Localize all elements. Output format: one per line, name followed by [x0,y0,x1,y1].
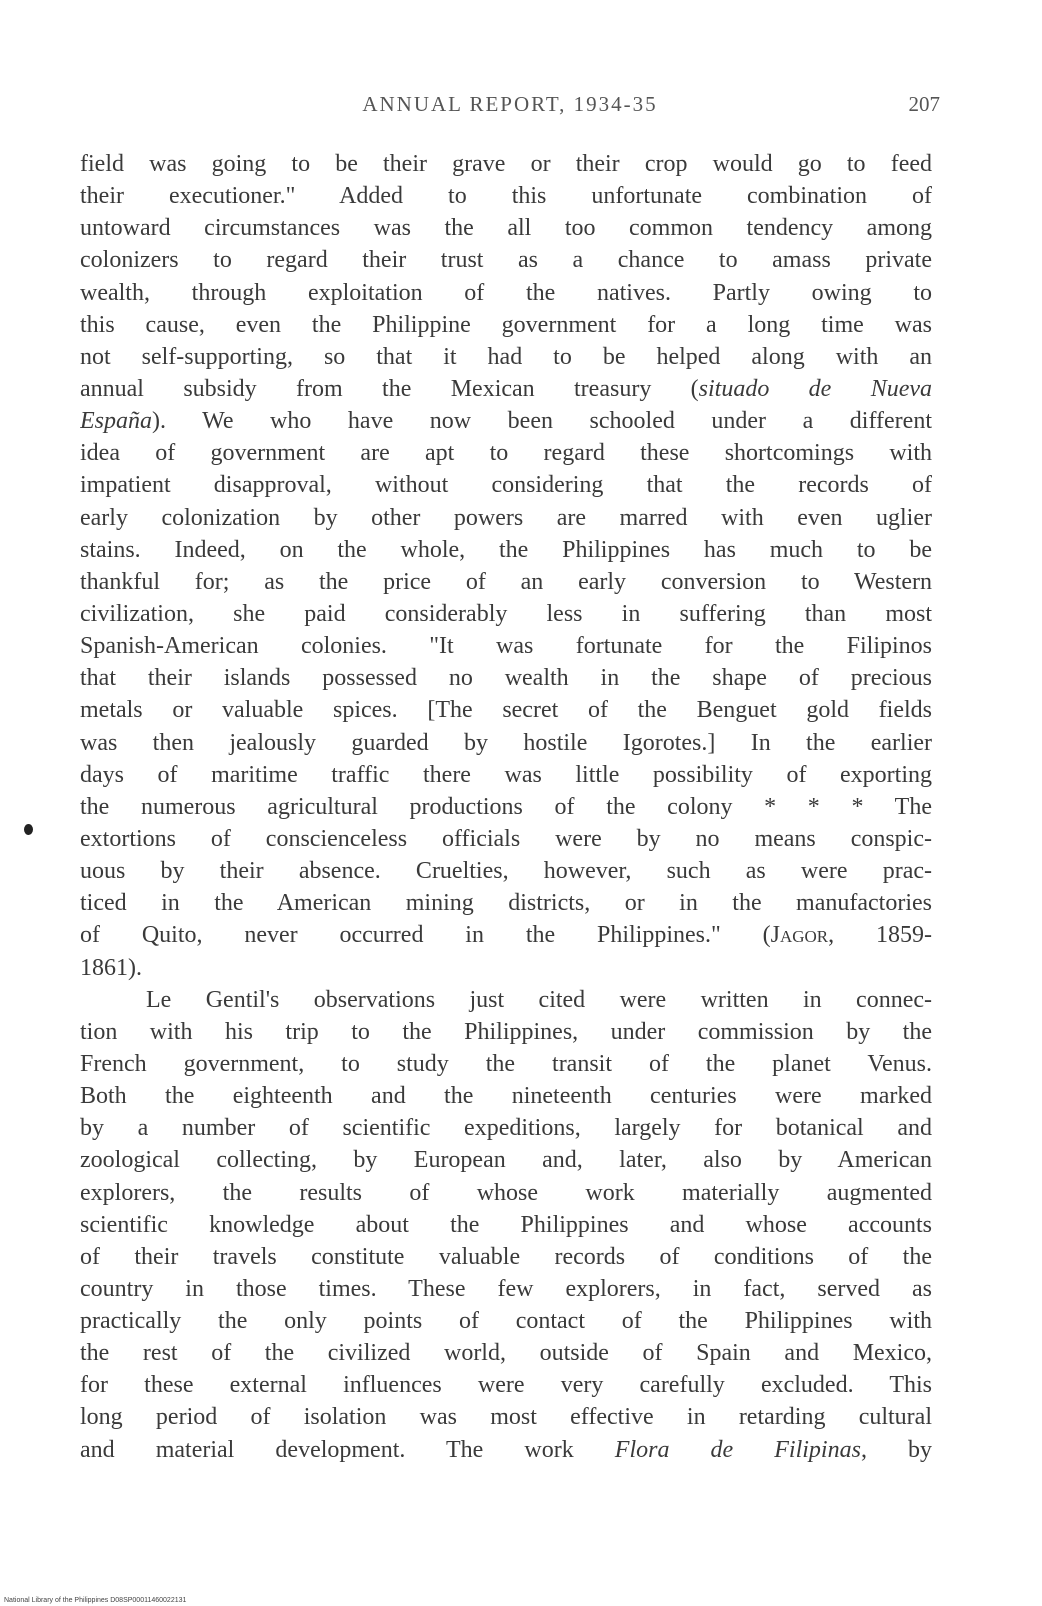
text-line: metals or valuable spices. [The secret of the Benguet gold fields [80,697,932,724]
text-line [80,1434,932,1466]
text-line: this cause, even the Philippine government for a long time was [80,311,932,338]
text-line: zoological collecting, by European and, later, also by American [80,1147,932,1174]
text-line: Spanish-American colonies. "It was fortunate for the Filipinos [80,633,932,660]
text-line: of their travels constitute valuable records of conditions of the [80,1243,932,1270]
text-line: untoward circumstances was the all too common tendency among [80,215,932,242]
text-line: impatient disapproval, without considering that the records of [80,472,932,499]
text-line: the numerous agricultural productions of the colony * * * The [80,793,932,820]
page-header [80,92,940,124]
text-line: scientific knowledge about the Philippines and whose accounts [80,1211,932,1238]
text-segment: annual subsidy from the Mexican treasury ( [80,375,699,402]
text-segment: and material development. The work [80,1436,615,1463]
text-line: not self-supporting, so that it had to be helped along with an [80,343,932,370]
text-line: by a number of scientific expeditions, largely for botanical and [80,1115,932,1142]
text-line: civilization, she paid considerably less in suffering than most [80,600,932,627]
text-line [80,405,932,437]
text-line: tion with his trip to the Philippines, under commission by the [80,1018,932,1045]
text-segment: , 1859- [828,922,932,949]
text-line: the rest of the civilized world, outside of Spain and Mexico, [80,1340,932,1367]
italic-title: Flora de Filipinas [614,1436,861,1463]
text-line: early colonization by other powers are marred with even uglier [80,504,932,531]
text-line: country in those times. These few explorers, in fact, served as [80,1275,932,1302]
text-line: 1861). [80,954,142,981]
paragraph-2 [80,984,932,1466]
paragraph-1 [80,148,932,984]
text-line: for these external influences were very carefully excluded. This [80,1372,932,1399]
cited-author: Jagor [770,922,829,949]
text-line: French government, to study the transit of the planet Venus. [80,1050,932,1077]
text-line: stains. Indeed, on the whole, the Philippines has much to be [80,536,932,563]
text-line: ticed in the American mining districts, or in the manufactories [80,890,932,917]
text-line: explorers, the results of whose work materially augmented [80,1179,932,1206]
text-line: Le Gentil's observations just cited were written in connec- [146,986,932,1013]
text-line [80,373,932,405]
text-line: thankful for; as the price of an early conversion to Western [80,568,932,595]
text-line: that their islands possessed no wealth in the shape of precious [80,665,932,692]
text-line: practically the only points of contact of the Philippines with [80,1308,932,1335]
text-line: wealth, through exploitation of the natives. Partly owing to [80,279,932,306]
scan-source-note: National Library of the Philippines D08SP00011460022131 [4,1597,187,1604]
text-line: was then jealously guarded by hostile Igorotes.] In the earlier [80,729,932,756]
page-number: 207 [908,92,940,116]
text-line: long period of isolation was most effective in retarding cultural [80,1404,932,1431]
text-line: colonizers to regard their trust as a chance to amass private [80,247,932,274]
text-line: Both the eighteenth and the nineteenth centuries were marked [80,1083,932,1110]
running-title: ANNUAL REPORT, 1934-35 [362,92,658,116]
text-segment: ). We who have now been schooled under a different [152,408,932,435]
text-line: their executioner." Added to this unfortunate combination of [80,183,932,210]
margin-mark [24,824,33,835]
italic-term: situado de Nueva [698,375,932,402]
text-line: field was going to be their grave or their crop would go to feed [80,151,932,177]
text-segment: of Quito, never occurred in the Philippines." ( [80,922,771,949]
body-text [80,148,932,1466]
text-line: extortions of conscienceless officials were by no means conspic- [80,825,932,852]
text-line [80,919,932,951]
text-segment: , by [860,1436,932,1463]
text-line: days of maritime traffic there was little possibility of exporting [80,761,932,788]
text-line: uous by their absence. Cruelties, however, such as were prac- [80,858,932,885]
italic-term: España [80,408,152,435]
text-line: idea of government are apt to regard these shortcomings with [80,440,932,467]
